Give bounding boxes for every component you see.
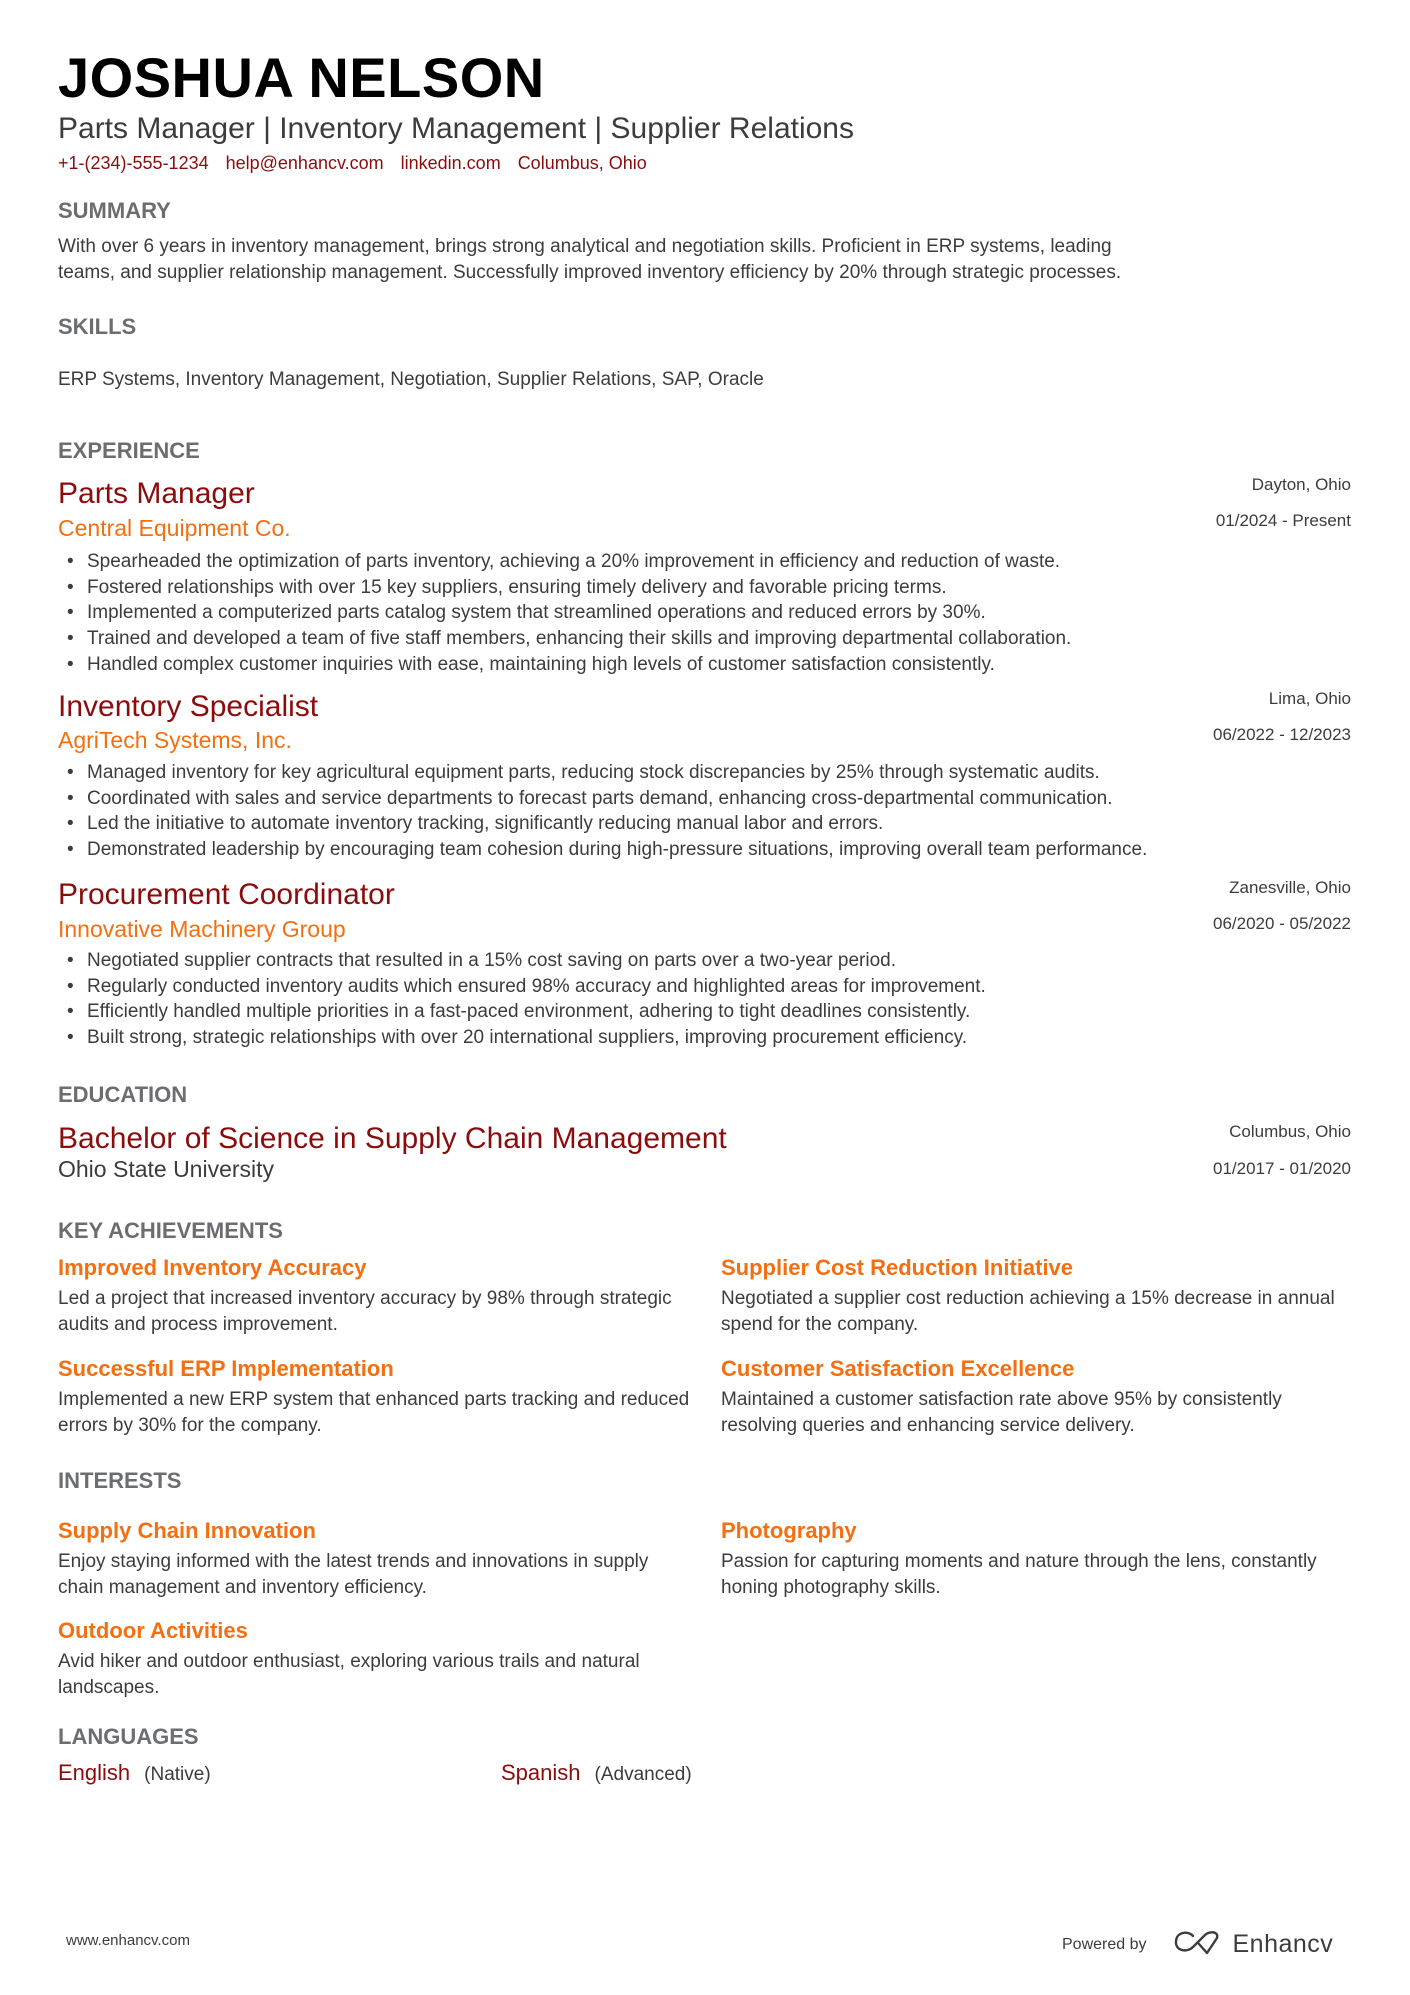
summary-heading: SUMMARY: [58, 198, 171, 223]
achievement-desc: Led a project that increased inventory accuracy by 98% through strategic audits and process improvement.: [58, 1288, 672, 1335]
language-name: English: [58, 1760, 131, 1785]
achievement-title: Successful ERP Implementation: [58, 1356, 394, 1381]
skills-text: ERP Systems, Inventory Management, Negotiation, Supplier Relations, SAP, Oracle: [58, 369, 764, 390]
interest-desc: Enjoy staying informed with the latest trends and innovations in supply chain management and inventory efficiency.: [58, 1551, 649, 1598]
job-bullets: [58, 760, 1147, 863]
job-title: Procurement Coordinator: [58, 878, 395, 911]
phone-link[interactable]: +1-(234)-555-1234: [58, 153, 209, 173]
company-name: Central Equipment Co.: [58, 515, 291, 541]
candidate-name: JOSHUA NELSON: [58, 46, 545, 109]
experience-heading: EXPERIENCE: [58, 438, 200, 463]
list-item: • Coordinated with sales and service departments to forecast parts demand, enhancing cross-departmental communication.: [58, 786, 1147, 812]
job-title: Parts Manager: [58, 477, 255, 510]
job-dates: 01/2024 - Present: [1215, 511, 1351, 530]
candidate-headline: Parts Manager | Inventory Management | Supplier Relations: [58, 112, 854, 145]
interest-desc: Avid hiker and outdoor enthusiast, exploring various trails and natural landscapes.: [58, 1651, 640, 1698]
list-item: • Handled complex customer inquiries with ease, maintaining high levels of customer satisfaction consistently.: [58, 652, 1071, 678]
company-name: Innovative Machinery Group: [58, 916, 346, 942]
achievement-item: [721, 1254, 1361, 1337]
job-dates: 06/2022 - 12/2023: [1212, 725, 1351, 744]
language-level: (Native): [144, 1764, 211, 1785]
achievement-item: [721, 1355, 1361, 1438]
interest-title: Outdoor Activities: [58, 1618, 248, 1643]
job-bullets: [58, 549, 1071, 678]
job-title: Inventory Specialist: [58, 690, 319, 723]
job-location: Zanesville, Ohio: [1229, 878, 1351, 897]
achievement-title: Supplier Cost Reduction Initiative: [721, 1255, 1074, 1280]
job-bullets: [58, 948, 986, 1051]
list-item: • Trained and developed a team of five staff members, enhancing their skills and improving departmental collaboration.: [58, 626, 1071, 652]
achievement-desc: Maintained a customer satisfaction rate above 95% by consistently resolving queries and enhancing service delivery.: [721, 1389, 1282, 1436]
language-level: (Advanced): [594, 1764, 692, 1785]
interest-item: [721, 1517, 1361, 1600]
list-item: • Built strong, strategic relationships with over 20 international suppliers, improving procurement efficiency.: [58, 1025, 986, 1051]
list-item: • Implemented a computerized parts catalog system that streamlined operations and reduced errors by 30%.: [58, 600, 1071, 626]
job-location: Lima, Ohio: [1268, 689, 1351, 708]
contact-row: [58, 151, 664, 175]
interest-title: Supply Chain Innovation: [58, 1518, 316, 1543]
school-name: Ohio State University: [58, 1156, 275, 1182]
list-item: • Led the initiative to automate inventory tracking, significantly reducing manual labor and errors.: [58, 811, 1147, 837]
linkedin-link[interactable]: linkedin.com: [400, 153, 501, 173]
list-item: • Demonstrated leadership by encouraging team cohesion during high-pressure situations, improving overall team performance.: [58, 837, 1147, 863]
enhancv-logo-icon: [1173, 1929, 1225, 1960]
list-item: • Regularly conducted inventory audits which ensured 98% accuracy and highlighted areas for improvement.: [58, 974, 986, 1000]
interest-item: [58, 1517, 698, 1600]
achievement-desc: Negotiated a supplier cost reduction achieving a 15% decrease in annual spend for the company.: [721, 1288, 1335, 1335]
education-dates: 01/2017 - 01/2020: [1212, 1159, 1351, 1178]
interest-title: Photography: [721, 1518, 857, 1543]
location-text: Columbus, Ohio: [517, 153, 647, 173]
brand-name: Enhancv: [1232, 1930, 1334, 1958]
degree-title: Bachelor of Science in Supply Chain Management: [58, 1122, 727, 1155]
achievement-item: [58, 1355, 698, 1438]
powered-by[interactable]: [1062, 1929, 1333, 1960]
job-dates: 06/2020 - 05/2022: [1212, 914, 1351, 933]
powered-by-label: Powered by: [1062, 1935, 1147, 1953]
achievement-title: Improved Inventory Accuracy: [58, 1255, 367, 1280]
summary-line: teams, and supplier relationship management. Successfully improved inventory efficiency by 20% through strategic processes.: [58, 261, 1122, 283]
list-item: • Managed inventory for key agricultural equipment parts, reducing stock discrepancies by 25% through systematic audits.: [58, 760, 1147, 786]
language-name: Spanish: [501, 1760, 581, 1785]
education-location: Columbus, Ohio: [1229, 1122, 1351, 1141]
education-heading: EDUCATION: [58, 1082, 188, 1107]
list-item: • Efficiently handled multiple priorities in a fast-paced environment, adhering to tight deadlines consistently.: [58, 999, 986, 1025]
achievement-item: [58, 1254, 698, 1337]
interest-item: [58, 1617, 698, 1700]
language-item: [58, 1759, 211, 1787]
footer-website-link[interactable]: www.enhancv.com: [66, 1932, 190, 1949]
interest-desc: Passion for capturing moments and nature through the lens, constantly honing photography skills.: [721, 1551, 1317, 1598]
skills-heading: SKILLS: [58, 314, 137, 339]
list-item: • Negotiated supplier contracts that resulted in a 15% cost saving on parts over a two-year period.: [58, 948, 986, 974]
language-item: [501, 1759, 692, 1787]
email-link[interactable]: help@enhancv.com: [225, 153, 384, 173]
summary-line: With over 6 years in inventory management, brings strong analytical and negotiation skills. Proficient in ERP systems, leading: [58, 236, 1112, 257]
achievement-desc: Implemented a new ERP system that enhanced parts tracking and reduced errors by 30% for the company.: [58, 1389, 690, 1436]
job-location: Dayton, Ohio: [1251, 475, 1351, 494]
interests-heading: INTERESTS: [58, 1468, 182, 1493]
list-item: • Spearheaded the optimization of parts inventory, achieving a 20% improvement in efficiency and reduction of waste.: [58, 549, 1071, 575]
summary-text: [58, 234, 1121, 285]
languages-heading: LANGUAGES: [58, 1724, 199, 1749]
list-item: • Fostered relationships with over 15 key suppliers, ensuring timely delivery and favorable pricing terms.: [58, 575, 1071, 601]
achievements-heading: KEY ACHIEVEMENTS: [58, 1218, 283, 1243]
company-name: AgriTech Systems, Inc.: [58, 727, 292, 753]
achievement-title: Customer Satisfaction Excellence: [721, 1356, 1075, 1381]
